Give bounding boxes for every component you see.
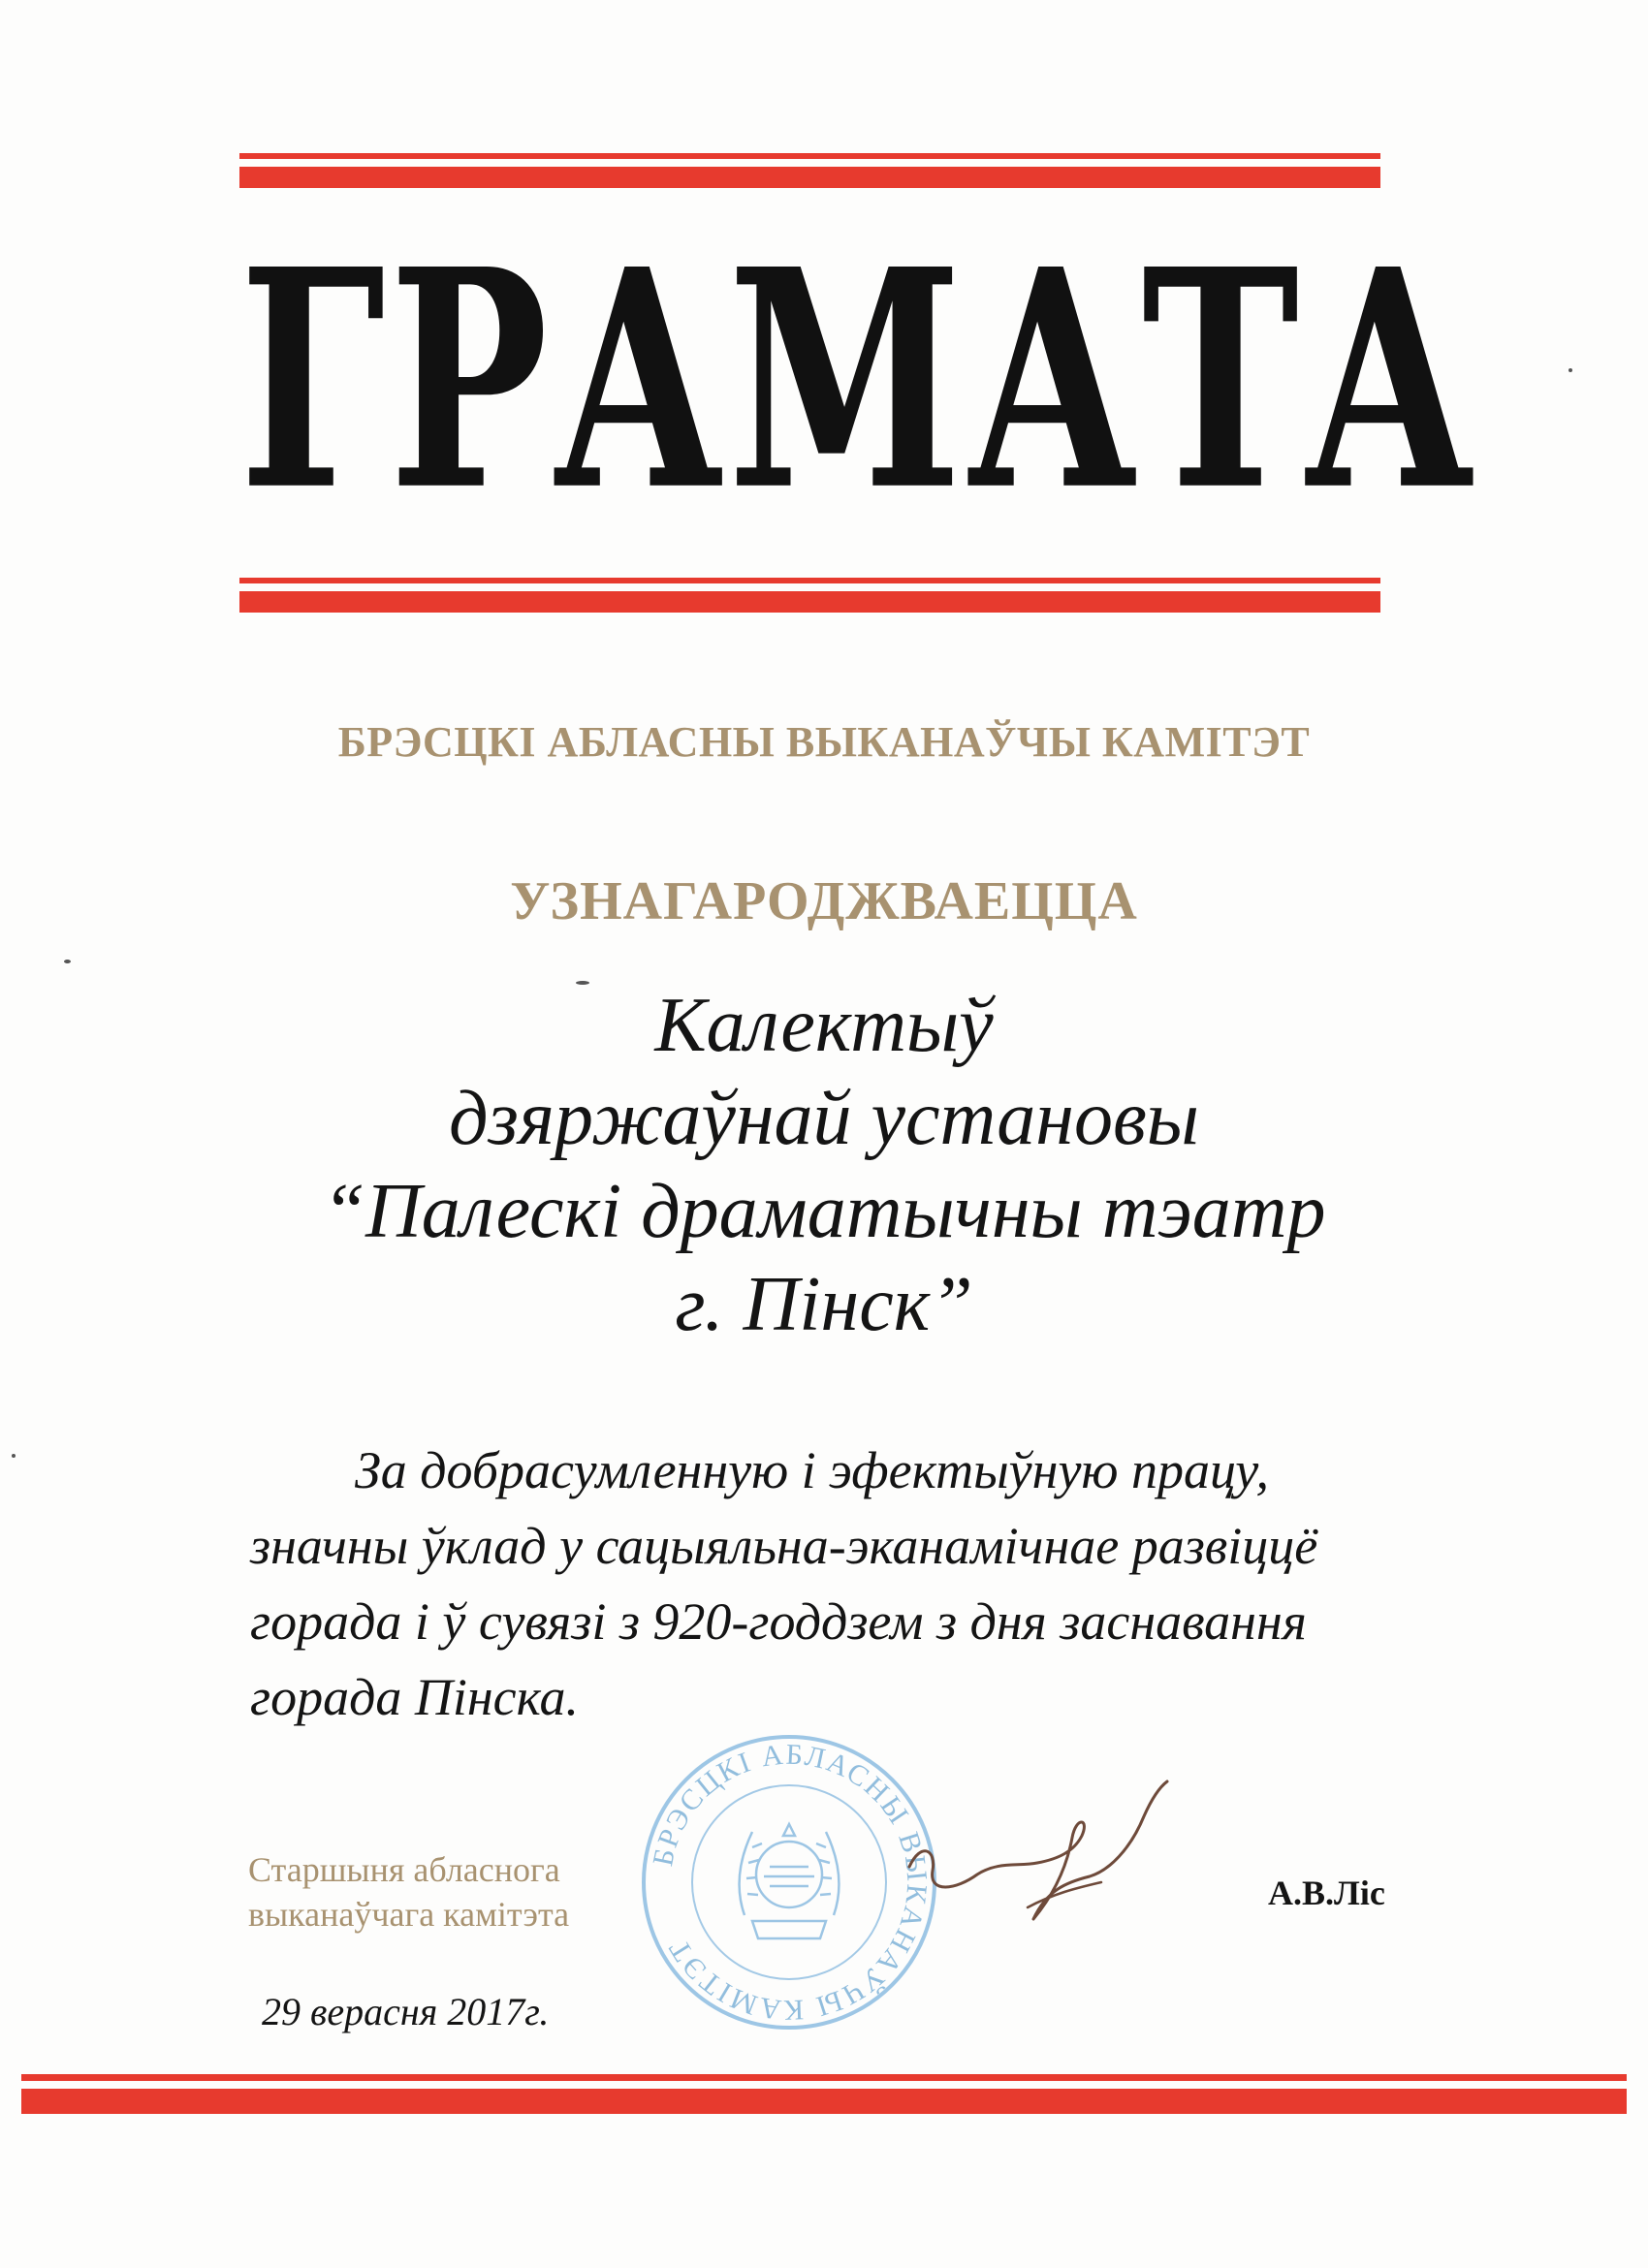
reason-line: горада і ў сувязі з 920-годдзем з дня заснавання: [250, 1592, 1307, 1651]
signer-title: [248, 1847, 569, 1937]
coat-of-arms-emblem: [740, 1824, 840, 1938]
handwritten-signature: [882, 1774, 1173, 1938]
signer-title-line: Старшыня абласнога: [248, 1850, 560, 1889]
paper-speck: [64, 960, 71, 963]
recipient-block: [0, 979, 1648, 1351]
band-thick-stripe: [239, 167, 1380, 188]
paper-speck: [576, 981, 589, 985]
award-reason: [250, 1433, 1404, 1735]
recipient-line: Калектыў: [654, 983, 994, 1068]
recipient-line: г. Пінск”: [675, 1262, 973, 1347]
bottom-red-band: [21, 2074, 1627, 2114]
issue-date: 29 верасня 2017г.: [262, 1990, 550, 2033]
band-thin-stripe: [21, 2074, 1627, 2081]
signer-title-line: выканаўчага камітэта: [248, 1895, 570, 1934]
certificate-title: ГРАМАТА: [239, 205, 1479, 557]
reason-line: За добрасумленную і эфектыўную працу,: [355, 1441, 1270, 1499]
top-red-band: [239, 153, 1380, 188]
band-thick-stripe: [239, 591, 1380, 613]
band-thick-stripe: [21, 2089, 1627, 2114]
reason-line: значны ўклад у сацыяльна-эканамічнае развіццё: [250, 1517, 1318, 1575]
signer-name: А.В.Ліс: [1268, 1874, 1385, 1912]
recipient-line: дзяржаўнай установы: [449, 1076, 1199, 1161]
paper-speck: [1569, 368, 1572, 372]
paper-speck: [12, 1454, 16, 1458]
recipient-line: “Палескі драматычны тэатр: [322, 1169, 1326, 1254]
awarded-label: УЗНАГАРОДЖВАЕЦЦА: [510, 871, 1138, 931]
reason-line: горада Пінска.: [250, 1668, 580, 1726]
middle-red-band: [239, 578, 1380, 613]
issuer-name: БРЭСЦКІ АБЛАСНЫ ВЫКАНАЎЧЫ КАМІТЭТ: [337, 718, 1311, 766]
seal-ring-text: БРЭСЦКІ АБЛАСНЫ ВЫКАНАЎЧЫ КАМІТЭТ: [647, 1738, 934, 2027]
